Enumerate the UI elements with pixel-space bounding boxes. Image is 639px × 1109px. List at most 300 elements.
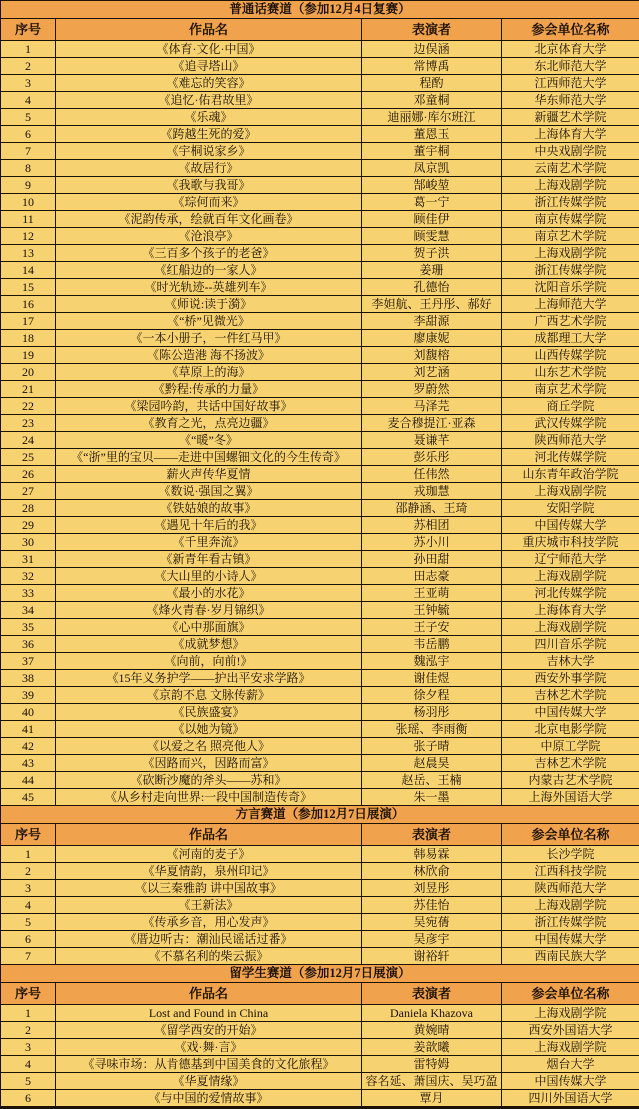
row-number-cell: 18 bbox=[1, 330, 56, 347]
section-title: 留学生赛道（参加12月7日展演） bbox=[1, 965, 639, 983]
table-row bbox=[1, 568, 639, 585]
work-title-cell: 《陈公造港 海不扬波》 bbox=[56, 347, 362, 364]
row-number-cell: 6 bbox=[1, 1090, 56, 1108]
table-row bbox=[1, 228, 639, 245]
performer-cell: 马泽芫 bbox=[362, 398, 502, 415]
table-row bbox=[1, 948, 639, 965]
organization-cell: 中国传媒大学 bbox=[502, 1073, 639, 1090]
work-title-cell: 《华夏情缘》 bbox=[56, 1073, 362, 1090]
table-row bbox=[1, 755, 639, 772]
performer-cell: 韦岳鹏 bbox=[362, 636, 502, 653]
performer-cell: 程酌 bbox=[362, 75, 502, 92]
organization-cell: 南京艺术学院 bbox=[502, 228, 639, 245]
performer-cell: 容名延、萧国庆、吴巧盈 bbox=[362, 1073, 502, 1090]
row-number-cell: 29 bbox=[1, 517, 56, 534]
column-header-row-number: 序号 bbox=[1, 983, 56, 1005]
row-number-cell: 9 bbox=[1, 177, 56, 194]
performer-cell: 戎珈慧 bbox=[362, 483, 502, 500]
work-title-cell: 《红船边的一家人》 bbox=[56, 262, 362, 279]
work-title-cell: 《最小的水花》 bbox=[56, 585, 362, 602]
organization-cell: 商丘学院 bbox=[502, 398, 639, 415]
performer-cell: 姜歆曦 bbox=[362, 1039, 502, 1056]
row-number-cell: 22 bbox=[1, 398, 56, 415]
work-title-cell: 《河南的麦子》 bbox=[56, 846, 362, 863]
organization-cell: 河北传媒学院 bbox=[502, 449, 639, 466]
work-title-cell: 《师说:读于漪》 bbox=[56, 296, 362, 313]
table-row bbox=[1, 177, 639, 194]
row-number-cell: 2 bbox=[1, 863, 56, 880]
table-row bbox=[1, 551, 639, 568]
performer-cell: 覃月 bbox=[362, 1090, 502, 1108]
table-row bbox=[1, 534, 639, 551]
work-title-cell: 《烽火青春·岁月锦织》 bbox=[56, 602, 362, 619]
work-title-cell: 《15年义务护学——护出平安求学路》 bbox=[56, 670, 362, 687]
performer-cell: 刘昱彤 bbox=[362, 880, 502, 897]
performer-cell: 刘馥榕 bbox=[362, 347, 502, 364]
work-title-cell: 《难忘的笑容》 bbox=[56, 75, 362, 92]
organization-cell: 江西师范大学 bbox=[502, 75, 639, 92]
organization-cell: 四川音乐学院 bbox=[502, 636, 639, 653]
work-title-cell: 《“浙”里的宝贝——走进中国螺钿文化的今生传奇》 bbox=[56, 449, 362, 466]
work-title-cell: 《“暖”冬》 bbox=[56, 432, 362, 449]
performer-cell: 董宇桐 bbox=[362, 143, 502, 160]
column-header-row-number: 序号 bbox=[1, 824, 56, 846]
column-header-performer: 表演者 bbox=[362, 983, 502, 1005]
row-number-cell: 13 bbox=[1, 245, 56, 262]
performer-cell: 凤京凯 bbox=[362, 160, 502, 177]
column-header-performer: 表演者 bbox=[362, 19, 502, 41]
row-number-cell: 4 bbox=[1, 897, 56, 914]
performer-cell: 赵岳、王楠 bbox=[362, 772, 502, 789]
table-row bbox=[1, 364, 639, 381]
table-row bbox=[1, 636, 639, 653]
table-row bbox=[1, 449, 639, 466]
table-row bbox=[1, 211, 639, 228]
work-title-cell: 《一本小册子，一件红马甲》 bbox=[56, 330, 362, 347]
performer-cell: 孔德怡 bbox=[362, 279, 502, 296]
row-number-cell: 2 bbox=[1, 1022, 56, 1039]
row-number-cell: 45 bbox=[1, 789, 56, 806]
row-number-cell: 4 bbox=[1, 1056, 56, 1073]
work-title-cell: 《铁姑娘的故事》 bbox=[56, 500, 362, 517]
organization-cell: 南京传媒学院 bbox=[502, 211, 639, 228]
organization-cell: 中国传媒大学 bbox=[502, 931, 639, 948]
performer-cell: 郜峻堃 bbox=[362, 177, 502, 194]
organization-cell: 山西传媒学院 bbox=[502, 347, 639, 364]
row-number-cell: 20 bbox=[1, 364, 56, 381]
work-title-cell: 《教育之光，点亮边疆》 bbox=[56, 415, 362, 432]
work-title-cell: 《琮何而来》 bbox=[56, 194, 362, 211]
row-number-cell: 28 bbox=[1, 500, 56, 517]
performer-cell: 苏小川 bbox=[362, 534, 502, 551]
work-title-cell: 《从乡村走向世界:一段中国制造传奇》 bbox=[56, 789, 362, 806]
work-title-cell: 《以爱之名 照亮他人》 bbox=[56, 738, 362, 755]
row-number-cell: 3 bbox=[1, 880, 56, 897]
organization-cell: 吉林大学 bbox=[502, 653, 639, 670]
work-title-cell: 《成就梦想》 bbox=[56, 636, 362, 653]
organization-cell: 中央戏剧学院 bbox=[502, 143, 639, 160]
table-row bbox=[1, 109, 639, 126]
table-row bbox=[1, 41, 639, 58]
work-title-cell: 薪火声传华夏情 bbox=[56, 466, 362, 483]
performer-cell: 张瑶、李雨衡 bbox=[362, 721, 502, 738]
work-title-cell: 《砍断沙魔的斧头——苏和》 bbox=[56, 772, 362, 789]
work-title-cell: 《沧浪亭》 bbox=[56, 228, 362, 245]
row-number-cell: 6 bbox=[1, 931, 56, 948]
table-row bbox=[1, 92, 639, 109]
organization-cell: 西安外国语大学 bbox=[502, 1022, 639, 1039]
column-header-work-title: 作品名 bbox=[56, 824, 362, 846]
table-row bbox=[1, 483, 639, 500]
row-number-cell: 8 bbox=[1, 160, 56, 177]
organization-cell: 上海体育大学 bbox=[502, 602, 639, 619]
table-row bbox=[1, 194, 639, 211]
organization-cell: 华东师范大学 bbox=[502, 92, 639, 109]
section-title: 普通话赛道（参加12月4日复赛） bbox=[1, 1, 639, 19]
work-title-cell: 《向前，向前!》 bbox=[56, 653, 362, 670]
table-row bbox=[1, 687, 639, 704]
organization-cell: 上海戏剧学院 bbox=[502, 483, 639, 500]
row-number-cell: 25 bbox=[1, 449, 56, 466]
organization-cell: 山东艺术学院 bbox=[502, 364, 639, 381]
performer-cell: 王钟毓 bbox=[362, 602, 502, 619]
performer-cell: 董恩玉 bbox=[362, 126, 502, 143]
performer-cell: 聂谦芊 bbox=[362, 432, 502, 449]
organization-cell: 长沙学院 bbox=[502, 846, 639, 863]
performer-cell: 林欣俞 bbox=[362, 863, 502, 880]
row-number-cell: 40 bbox=[1, 704, 56, 721]
organization-cell: 上海外国语大学 bbox=[502, 789, 639, 806]
organization-cell: 中国传媒大学 bbox=[502, 517, 639, 534]
table-row bbox=[1, 75, 639, 92]
row-number-cell: 14 bbox=[1, 262, 56, 279]
work-title-cell: 《“桥”见微光》 bbox=[56, 313, 362, 330]
organization-cell: 成都理工大学 bbox=[502, 330, 639, 347]
row-number-cell: 24 bbox=[1, 432, 56, 449]
performer-cell: 朱一墨 bbox=[362, 789, 502, 806]
row-number-cell: 7 bbox=[1, 143, 56, 160]
row-number-cell: 38 bbox=[1, 670, 56, 687]
column-header-organization: 参会单位名称 bbox=[502, 983, 639, 1005]
row-number-cell: 21 bbox=[1, 381, 56, 398]
organization-cell: 中原工学院 bbox=[502, 738, 639, 755]
performer-cell: 谢裕轩 bbox=[362, 948, 502, 965]
row-number-cell: 2 bbox=[1, 58, 56, 75]
table-row bbox=[1, 880, 639, 897]
table-row bbox=[1, 466, 639, 483]
row-number-cell: 44 bbox=[1, 772, 56, 789]
performer-cell: 迪丽娜·库尔班江 bbox=[362, 109, 502, 126]
row-number-cell: 33 bbox=[1, 585, 56, 602]
organization-cell: 广西艺术学院 bbox=[502, 313, 639, 330]
table-row bbox=[1, 914, 639, 931]
work-title-cell: 《不慕名利的柴云振》 bbox=[56, 948, 362, 965]
table-row bbox=[1, 415, 639, 432]
work-title-cell: Lost and Found in China bbox=[56, 1005, 362, 1022]
row-number-cell: 43 bbox=[1, 755, 56, 772]
organization-cell: 新疆艺术学院 bbox=[502, 109, 639, 126]
performer-cell: 李甜源 bbox=[362, 313, 502, 330]
work-title-cell: 《传承乡音，用心发声》 bbox=[56, 914, 362, 931]
row-number-cell: 10 bbox=[1, 194, 56, 211]
work-title-cell: 《因路而兴，因路而富》 bbox=[56, 755, 362, 772]
row-number-cell: 31 bbox=[1, 551, 56, 568]
organization-cell: 浙江传媒学院 bbox=[502, 262, 639, 279]
table-row bbox=[1, 738, 639, 755]
organization-cell: 江西科技学院 bbox=[502, 863, 639, 880]
organization-cell: 东北师范大学 bbox=[502, 58, 639, 75]
row-number-cell: 12 bbox=[1, 228, 56, 245]
work-title-cell: 《以三秦雅韵 讲中国故事》 bbox=[56, 880, 362, 897]
organization-cell: 北京电影学院 bbox=[502, 721, 639, 738]
work-title-cell: 《追忆·佑君故里》 bbox=[56, 92, 362, 109]
organization-cell: 上海师范大学 bbox=[502, 296, 639, 313]
table-row bbox=[1, 1039, 639, 1056]
performer-cell: 任伟然 bbox=[362, 466, 502, 483]
table-row bbox=[1, 846, 639, 863]
table-row bbox=[1, 931, 639, 948]
table-row bbox=[1, 772, 639, 789]
row-number-cell: 1 bbox=[1, 41, 56, 58]
table-row bbox=[1, 279, 639, 296]
work-title-cell: 《数说·强国之翼》 bbox=[56, 483, 362, 500]
performer-cell: 麦合穆提江·亚森 bbox=[362, 415, 502, 432]
table-row bbox=[1, 245, 639, 262]
table-row bbox=[1, 653, 639, 670]
row-number-cell: 6 bbox=[1, 126, 56, 143]
column-header-row bbox=[1, 983, 639, 1005]
performer-cell: 李妲航、王丹彤、郝好 bbox=[362, 296, 502, 313]
table-row bbox=[1, 585, 639, 602]
table-row bbox=[1, 262, 639, 279]
organization-cell: 烟台大学 bbox=[502, 1056, 639, 1073]
work-title-cell: 《心中那面旗》 bbox=[56, 619, 362, 636]
work-title-cell: 《梁园吟韵，共话中国好故事》 bbox=[56, 398, 362, 415]
table-row bbox=[1, 381, 639, 398]
row-number-cell: 19 bbox=[1, 347, 56, 364]
column-header-work-title: 作品名 bbox=[56, 19, 362, 41]
table-row bbox=[1, 58, 639, 75]
table-row bbox=[1, 126, 639, 143]
performer-cell: 吴彦宇 bbox=[362, 931, 502, 948]
work-title-cell: 《千里奔流》 bbox=[56, 534, 362, 551]
performer-cell: Daniela Khazova bbox=[362, 1005, 502, 1022]
organization-cell: 上海戏剧学院 bbox=[502, 1039, 639, 1056]
work-title-cell: 《时光轨迹--英雄列车》 bbox=[56, 279, 362, 296]
performer-cell: 邵静涵、王琦 bbox=[362, 500, 502, 517]
row-number-cell: 34 bbox=[1, 602, 56, 619]
table-row bbox=[1, 721, 639, 738]
work-title-cell: 《泥韵传承，绘就百年文化画卷》 bbox=[56, 211, 362, 228]
organization-cell: 重庆城市科技学院 bbox=[502, 534, 639, 551]
table-row bbox=[1, 897, 639, 914]
performer-cell: 葛一宁 bbox=[362, 194, 502, 211]
row-number-cell: 1 bbox=[1, 846, 56, 863]
row-number-cell: 32 bbox=[1, 568, 56, 585]
row-number-cell: 42 bbox=[1, 738, 56, 755]
table-row bbox=[1, 432, 639, 449]
table-row bbox=[1, 1056, 639, 1073]
organization-cell: 浙江传媒学院 bbox=[502, 914, 639, 931]
performer-cell: 邓童桐 bbox=[362, 92, 502, 109]
column-header-organization: 参会单位名称 bbox=[502, 19, 639, 41]
organization-cell: 上海戏剧学院 bbox=[502, 245, 639, 262]
performer-cell: 孙田甜 bbox=[362, 551, 502, 568]
organization-cell: 吉林艺术学院 bbox=[502, 755, 639, 772]
row-number-cell: 3 bbox=[1, 75, 56, 92]
performer-cell: 顾佳伊 bbox=[362, 211, 502, 228]
table-row bbox=[1, 1005, 639, 1022]
organization-cell: 上海体育大学 bbox=[502, 126, 639, 143]
column-header-performer: 表演者 bbox=[362, 824, 502, 846]
work-title-cell: 《草原上的海》 bbox=[56, 364, 362, 381]
organization-cell: 陕西师范大学 bbox=[502, 432, 639, 449]
section-title-row bbox=[1, 965, 639, 983]
performer-cell: 王亚萌 bbox=[362, 585, 502, 602]
work-title-cell: 《宇桐说家乡》 bbox=[56, 143, 362, 160]
performer-cell: 赵晨昊 bbox=[362, 755, 502, 772]
table-row bbox=[1, 789, 639, 806]
section-title-row bbox=[1, 1, 639, 19]
organization-cell: 南京艺术学院 bbox=[502, 381, 639, 398]
organization-cell: 西南民族大学 bbox=[502, 948, 639, 965]
organization-cell: 武汉传媒学院 bbox=[502, 415, 639, 432]
table-row bbox=[1, 313, 639, 330]
table-row bbox=[1, 1073, 639, 1090]
table-row bbox=[1, 517, 639, 534]
work-title-cell: 《与中国的爱情故事》 bbox=[56, 1090, 362, 1108]
performer-cell: 廖康妮 bbox=[362, 330, 502, 347]
table-row bbox=[1, 296, 639, 313]
work-title-cell: 《遇见十年后的我》 bbox=[56, 517, 362, 534]
organization-cell: 西安外事学院 bbox=[502, 670, 639, 687]
performer-cell: 魏泓宇 bbox=[362, 653, 502, 670]
work-title-cell: 《乐魂》 bbox=[56, 109, 362, 126]
work-title-cell: 《大山里的小诗人》 bbox=[56, 568, 362, 585]
performer-cell: 顾雯慧 bbox=[362, 228, 502, 245]
performer-cell: 姜珊 bbox=[362, 262, 502, 279]
performer-cell: 刘艺涵 bbox=[362, 364, 502, 381]
table-row bbox=[1, 704, 639, 721]
table-row bbox=[1, 500, 639, 517]
table-row bbox=[1, 602, 639, 619]
table-row bbox=[1, 1022, 639, 1039]
organization-cell: 河北传媒学院 bbox=[502, 585, 639, 602]
row-number-cell: 11 bbox=[1, 211, 56, 228]
performer-cell: 贺子洪 bbox=[362, 245, 502, 262]
organization-cell: 辽宁师范大学 bbox=[502, 551, 639, 568]
organization-cell: 云南艺术学院 bbox=[502, 160, 639, 177]
work-title-cell: 《以她为镜》 bbox=[56, 721, 362, 738]
row-number-cell: 5 bbox=[1, 914, 56, 931]
performer-cell: 杨羽彤 bbox=[362, 704, 502, 721]
organization-cell: 内蒙古艺术学院 bbox=[502, 772, 639, 789]
organization-cell: 吉林艺术学院 bbox=[502, 687, 639, 704]
organization-cell: 上海戏剧学院 bbox=[502, 897, 639, 914]
row-number-cell: 27 bbox=[1, 483, 56, 500]
table-row bbox=[1, 398, 639, 415]
performer-cell: 吴宛蒨 bbox=[362, 914, 502, 931]
table-row bbox=[1, 143, 639, 160]
row-number-cell: 41 bbox=[1, 721, 56, 738]
work-title-cell: 《华夏情韵，泉州印记》 bbox=[56, 863, 362, 880]
performer-cell: 彭乐彤 bbox=[362, 449, 502, 466]
table-row bbox=[1, 670, 639, 687]
organization-cell: 中国传媒大学 bbox=[502, 704, 639, 721]
performer-cell: 徐夕程 bbox=[362, 687, 502, 704]
work-title-cell: 《我歌与我哥》 bbox=[56, 177, 362, 194]
work-title-cell: 《体育·文化·中国》 bbox=[56, 41, 362, 58]
row-number-cell: 5 bbox=[1, 1073, 56, 1090]
table-row bbox=[1, 619, 639, 636]
work-title-cell: 《跨越生死的爱》 bbox=[56, 126, 362, 143]
performer-cell: 苏佳怡 bbox=[362, 897, 502, 914]
performer-cell: 谢佳煜 bbox=[362, 670, 502, 687]
row-number-cell: 36 bbox=[1, 636, 56, 653]
organization-cell: 四川外国语大学 bbox=[502, 1090, 639, 1108]
performer-cell: 雷特姆 bbox=[362, 1056, 502, 1073]
organization-cell: 上海戏剧学院 bbox=[502, 1005, 639, 1022]
organization-cell: 北京体育大学 bbox=[502, 41, 639, 58]
table-row bbox=[1, 347, 639, 364]
row-number-cell: 23 bbox=[1, 415, 56, 432]
performer-cell: 黄婉晴 bbox=[362, 1022, 502, 1039]
work-title-cell: 《京韵不息 文脉传薪》 bbox=[56, 687, 362, 704]
table-row bbox=[1, 330, 639, 347]
performer-cell: 韩易霖 bbox=[362, 846, 502, 863]
work-title-cell: 《新青年看古镇》 bbox=[56, 551, 362, 568]
performer-cell: 边俣涵 bbox=[362, 41, 502, 58]
row-number-cell: 4 bbox=[1, 92, 56, 109]
work-title-cell: 《三百多个孩子的老爸》 bbox=[56, 245, 362, 262]
table-row bbox=[1, 863, 639, 880]
work-title-cell: 《黔程:传承的力量》 bbox=[56, 381, 362, 398]
table-row bbox=[1, 160, 639, 177]
organization-cell: 浙江传媒学院 bbox=[502, 194, 639, 211]
performer-cell: 田志豪 bbox=[362, 568, 502, 585]
work-title-cell: 《戏·舞·言》 bbox=[56, 1039, 362, 1056]
organization-cell: 沈阳音乐学院 bbox=[502, 279, 639, 296]
section-title: 方言赛道（参加12月7日展演） bbox=[1, 806, 639, 824]
organization-cell: 陕西师范大学 bbox=[502, 880, 639, 897]
performer-cell: 苏相团 bbox=[362, 517, 502, 534]
performer-cell: 张子晴 bbox=[362, 738, 502, 755]
row-number-cell: 17 bbox=[1, 313, 56, 330]
work-title-cell: 《王新法》 bbox=[56, 897, 362, 914]
work-title-cell: 《寻味市场：从肯德基到中国美食的文化旅程》 bbox=[56, 1056, 362, 1073]
column-header-row bbox=[1, 824, 639, 846]
row-number-cell: 39 bbox=[1, 687, 56, 704]
work-title-cell: 《民族盛宴》 bbox=[56, 704, 362, 721]
organization-cell: 上海戏剧学院 bbox=[502, 568, 639, 585]
row-number-cell: 1 bbox=[1, 1005, 56, 1022]
row-number-cell: 30 bbox=[1, 534, 56, 551]
row-number-cell: 35 bbox=[1, 619, 56, 636]
row-number-cell: 26 bbox=[1, 466, 56, 483]
row-number-cell: 37 bbox=[1, 653, 56, 670]
column-header-organization: 参会单位名称 bbox=[502, 824, 639, 846]
column-header-row-number: 序号 bbox=[1, 19, 56, 41]
organization-cell: 上海戏剧学院 bbox=[502, 619, 639, 636]
row-number-cell: 16 bbox=[1, 296, 56, 313]
performer-cell: 常博禹 bbox=[362, 58, 502, 75]
section-title-row bbox=[1, 806, 639, 824]
table-row bbox=[1, 1090, 639, 1108]
performer-cell: 罗蔚然 bbox=[362, 381, 502, 398]
performer-cell: 王子安 bbox=[362, 619, 502, 636]
organization-cell: 上海戏剧学院 bbox=[502, 177, 639, 194]
work-title-cell: 《追寻塔山》 bbox=[56, 58, 362, 75]
